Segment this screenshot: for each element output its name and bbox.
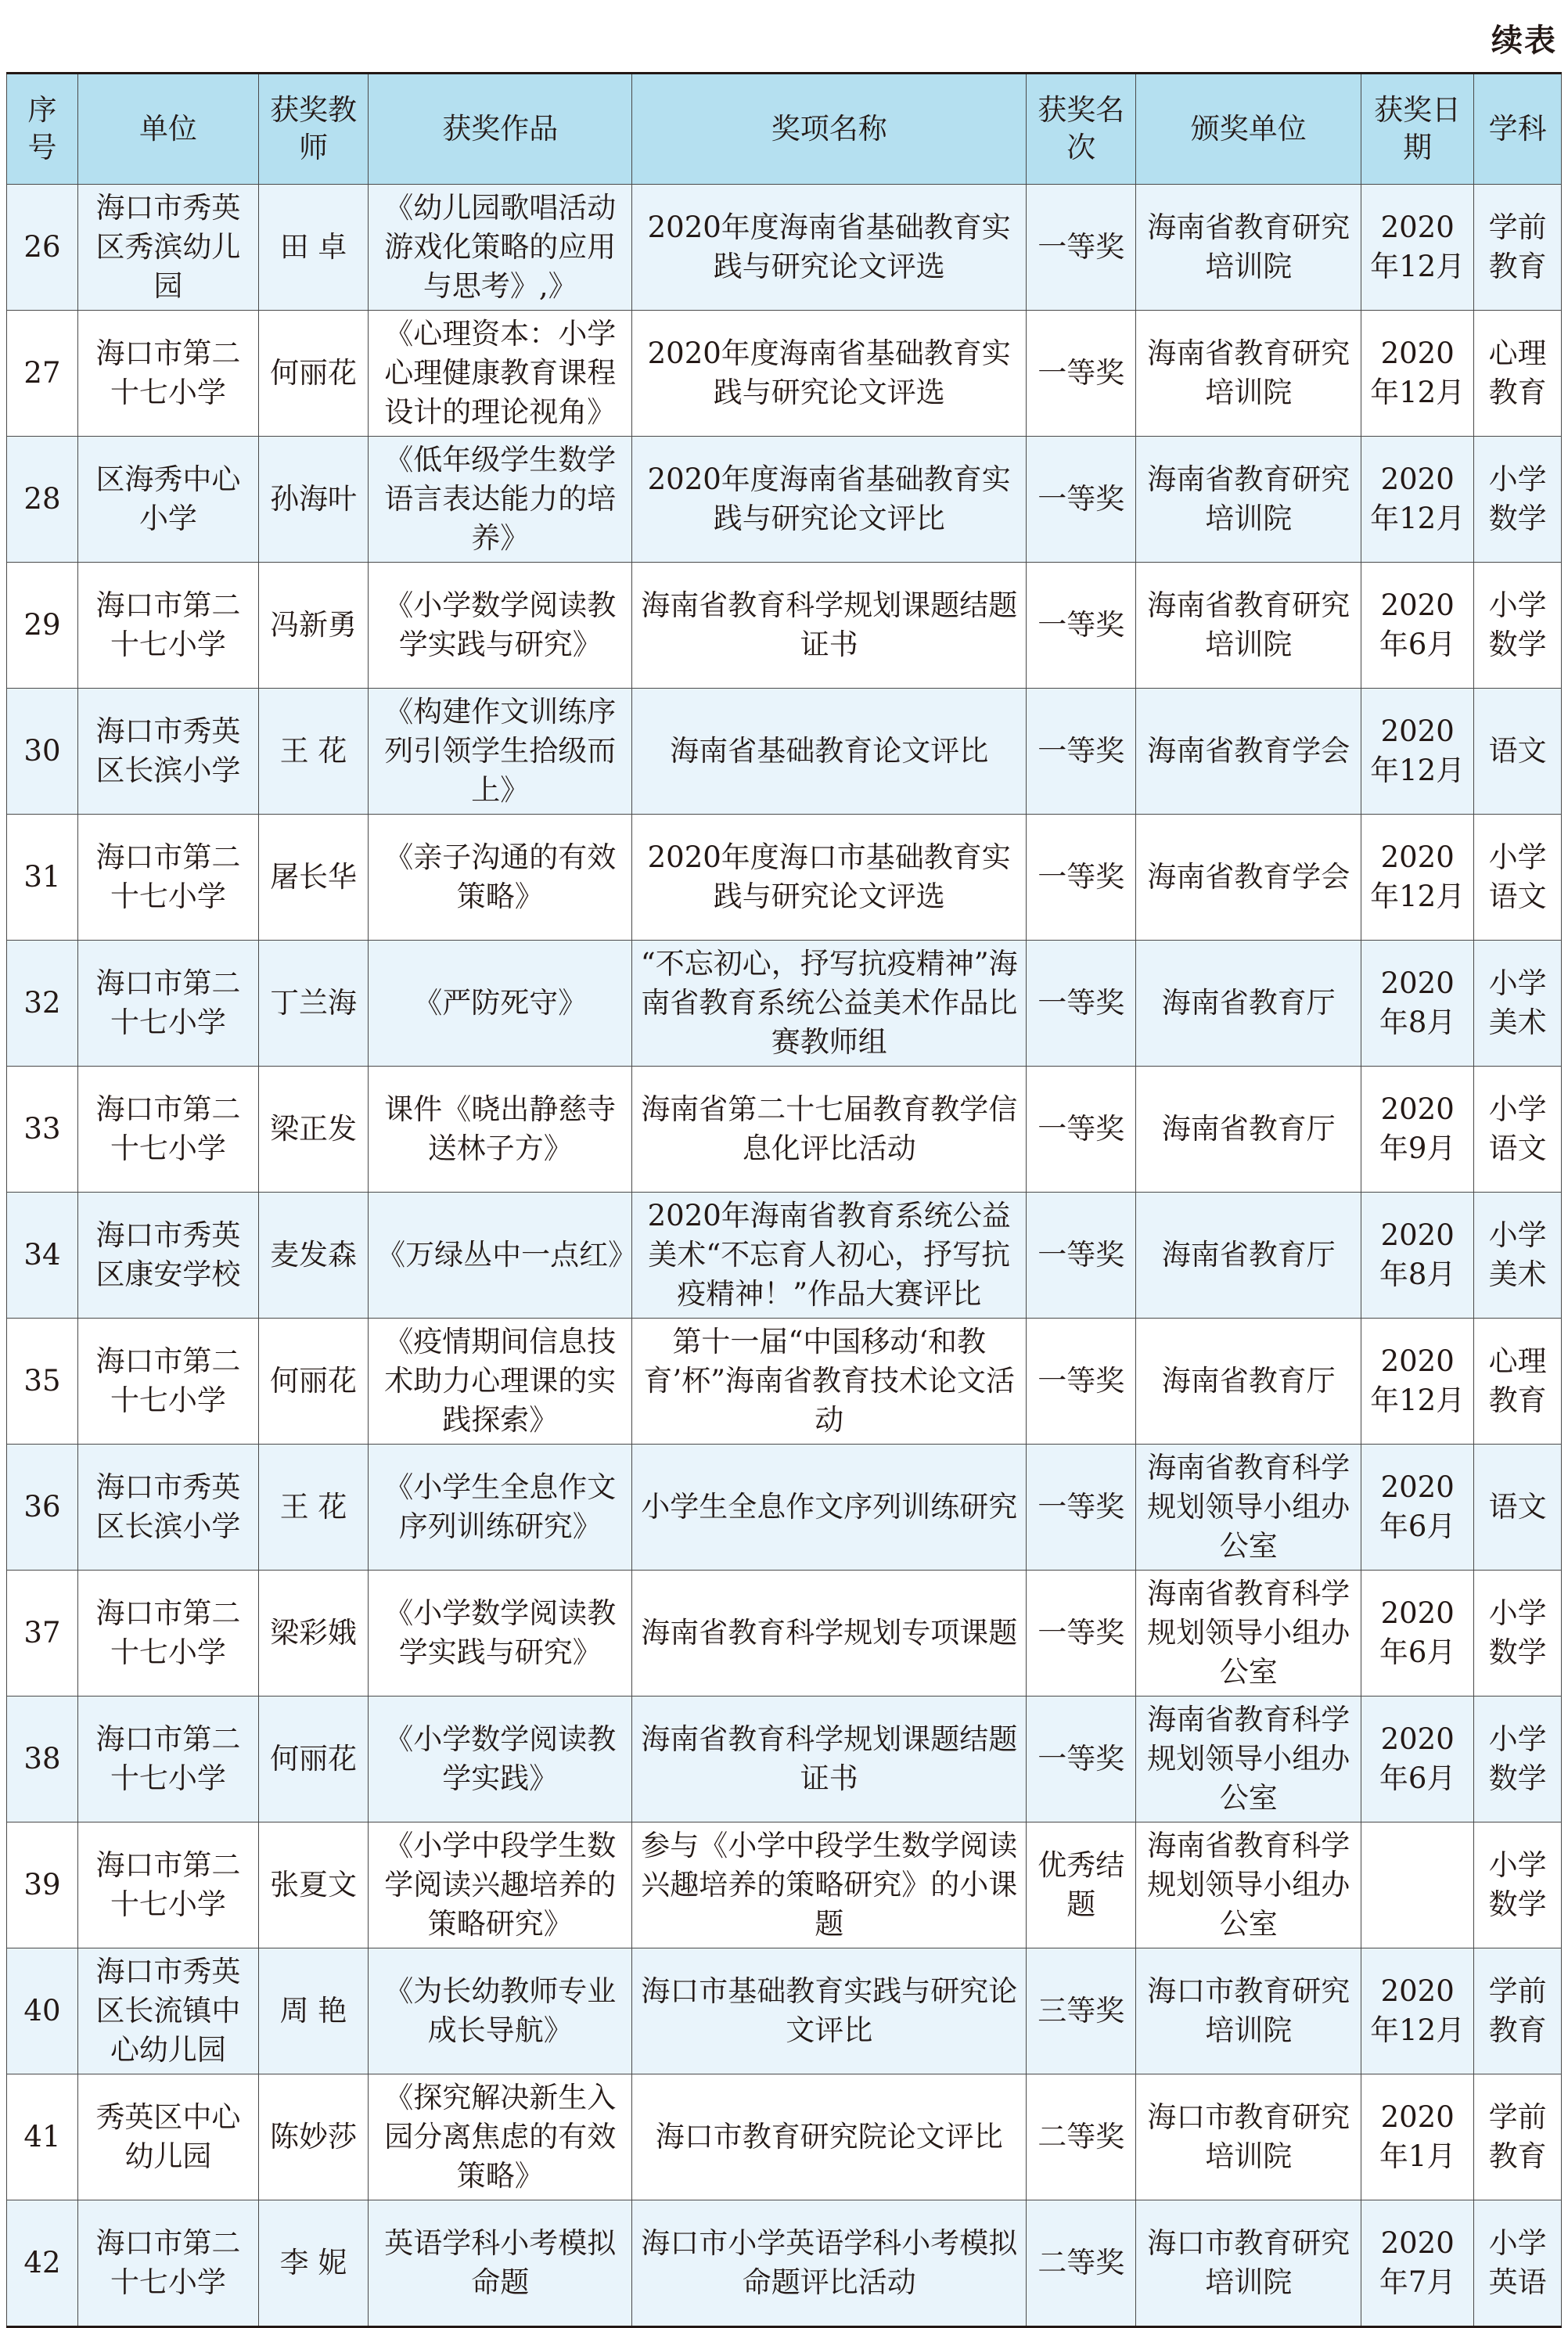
cell-work: 《心理资本：小学心理健康教育课程设计的理论视角》 — [369, 311, 632, 437]
cell-date: 2020年12月 — [1361, 1319, 1474, 1445]
cell-award: 海南省教育科学规划专项课题 — [632, 1571, 1027, 1697]
cell-no: 36 — [7, 1445, 78, 1571]
table-row — [7, 1697, 1562, 1822]
cell-subject: 小学数学 — [1474, 1571, 1562, 1697]
column-header-teacher: 获奖教师 — [258, 74, 368, 185]
cell-teacher: 丁兰海 — [258, 941, 368, 1067]
column-header-unit: 单位 — [77, 74, 258, 185]
cell-no: 30 — [7, 689, 78, 815]
cell-unit: 秀英区中心幼儿园 — [77, 2074, 258, 2200]
cell-subject: 心理教育 — [1474, 311, 1562, 437]
cell-date: 2020年6月 — [1361, 1445, 1474, 1571]
cell-no: 42 — [7, 2200, 78, 2327]
cell-issuer: 海南省教育研究培训院 — [1136, 437, 1361, 563]
cell-subject: 小学英语 — [1474, 2200, 1562, 2327]
cell-award: 海南省基础教育论文评比 — [632, 689, 1027, 815]
cell-rank: 一等奖 — [1027, 1571, 1136, 1697]
cell-unit: 海口市秀英区秀滨幼儿园 — [77, 185, 258, 311]
cell-rank: 一等奖 — [1027, 815, 1136, 941]
cell-teacher: 周 艳 — [258, 1948, 368, 2074]
cell-subject: 语文 — [1474, 689, 1562, 815]
cell-work: 《低年级学生数学语言表达能力的培养》 — [369, 437, 632, 563]
awards-table — [6, 72, 1562, 2328]
cell-work: 《疫情期间信息技术助力心理课的实践探索》 — [369, 1319, 632, 1445]
cell-award: 海南省第二十七届教育教学信息化评比活动 — [632, 1067, 1027, 1193]
cell-no: 34 — [7, 1193, 78, 1319]
cell-teacher: 何丽花 — [258, 1319, 368, 1445]
cell-teacher: 李 妮 — [258, 2200, 368, 2327]
cell-teacher: 田 卓 — [258, 185, 368, 311]
table-row — [7, 1193, 1562, 1319]
cell-award: 海南省教育科学规划课题结题证书 — [632, 1697, 1027, 1822]
cell-work: 《幼儿园歌唱活动游戏化策略的应用与思考》,》 — [369, 185, 632, 311]
cell-subject: 学前教育 — [1474, 185, 1562, 311]
cell-subject: 心理教育 — [1474, 1319, 1562, 1445]
column-header-subject: 学科 — [1474, 74, 1562, 185]
cell-unit: 海口市秀英区长滨小学 — [77, 1445, 258, 1571]
cell-teacher: 梁彩娥 — [258, 1571, 368, 1697]
cell-no: 29 — [7, 563, 78, 689]
cell-rank: 二等奖 — [1027, 2200, 1136, 2327]
column-header-work: 获奖作品 — [369, 74, 632, 185]
cell-teacher: 孙海叶 — [258, 437, 368, 563]
cell-award: 2020年度海南省基础教育实践与研究论文评选 — [632, 311, 1027, 437]
table-body — [7, 185, 1562, 2327]
table-row — [7, 437, 1562, 563]
cell-date: 2020年6月 — [1361, 563, 1474, 689]
column-header-date: 获奖日期 — [1361, 74, 1474, 185]
cell-issuer: 海南省教育研究培训院 — [1136, 563, 1361, 689]
cell-teacher: 王 花 — [258, 1445, 368, 1571]
cell-teacher: 何丽花 — [258, 311, 368, 437]
cell-unit: 海口市第二十七小学 — [77, 563, 258, 689]
cell-teacher: 张夏文 — [258, 1822, 368, 1948]
cell-award: 第十一届“中国移动‘和教育’杯”海南省教育技术论文活动 — [632, 1319, 1027, 1445]
cell-date: 2020年7月 — [1361, 2200, 1474, 2327]
cell-work: 《为长幼教师专业成长导航》 — [369, 1948, 632, 2074]
cell-issuer: 海南省教育科学规划领导小组办公室 — [1136, 1445, 1361, 1571]
cell-work: 课件《晓出静慈寺送林子方》 — [369, 1067, 632, 1193]
column-header-issuer: 颁奖单位 — [1136, 74, 1361, 185]
cell-unit: 海口市秀英区长流镇中心幼儿园 — [77, 1948, 258, 2074]
cell-teacher: 何丽花 — [258, 1697, 368, 1822]
cell-award: 2020年度海口市基础教育实践与研究论文评选 — [632, 815, 1027, 941]
cell-unit: 海口市第二十七小学 — [77, 1697, 258, 1822]
cell-subject: 小学美术 — [1474, 941, 1562, 1067]
cell-no: 27 — [7, 311, 78, 437]
cell-subject: 小学数学 — [1474, 437, 1562, 563]
cell-rank: 一等奖 — [1027, 689, 1136, 815]
table-row — [7, 1822, 1562, 1948]
cell-date: 2020年12月 — [1361, 185, 1474, 311]
cell-date: 2020年12月 — [1361, 311, 1474, 437]
cell-teacher: 梁正发 — [258, 1067, 368, 1193]
cell-issuer: 海口市教育研究培训院 — [1136, 1948, 1361, 2074]
cell-work: 《小学数学阅读教学实践与研究》 — [369, 1571, 632, 1697]
cell-no: 28 — [7, 437, 78, 563]
cell-rank: 二等奖 — [1027, 2074, 1136, 2200]
cell-rank: 一等奖 — [1027, 1445, 1136, 1571]
cell-work: 《小学数学阅读教学实践》 — [369, 1697, 632, 1822]
cell-rank: 一等奖 — [1027, 1067, 1136, 1193]
cell-subject: 小学数学 — [1474, 563, 1562, 689]
table-row — [7, 1948, 1562, 2074]
table-row — [7, 185, 1562, 311]
cell-work: 《严防死守》 — [369, 941, 632, 1067]
cell-date: 2020年6月 — [1361, 1697, 1474, 1822]
cell-subject: 小学美术 — [1474, 1193, 1562, 1319]
cell-no: 33 — [7, 1067, 78, 1193]
table-row — [7, 689, 1562, 815]
cell-no: 26 — [7, 185, 78, 311]
column-header-rank: 获奖名次 — [1027, 74, 1136, 185]
cell-rank: 一等奖 — [1027, 563, 1136, 689]
cell-rank: 一等奖 — [1027, 941, 1136, 1067]
cell-award: 海口市小学英语学科小考模拟命题评比活动 — [632, 2200, 1027, 2327]
cell-subject: 小学数学 — [1474, 1822, 1562, 1948]
cell-unit: 海口市秀英区长滨小学 — [77, 689, 258, 815]
cell-no: 35 — [7, 1319, 78, 1445]
cell-award: 小学生全息作文序列训练研究 — [632, 1445, 1027, 1571]
cell-issuer: 海南省教育研究培训院 — [1136, 311, 1361, 437]
cell-rank: 一等奖 — [1027, 437, 1136, 563]
cell-award: 海口市基础教育实践与研究论文评比 — [632, 1948, 1027, 2074]
cell-award: 2020年度海南省基础教育实践与研究论文评选 — [632, 185, 1027, 311]
table-row — [7, 563, 1562, 689]
table-row — [7, 311, 1562, 437]
table-row — [7, 1319, 1562, 1445]
cell-rank: 一等奖 — [1027, 1319, 1136, 1445]
cell-issuer: 海南省教育厅 — [1136, 1319, 1361, 1445]
cell-unit: 海口市秀英区康安学校 — [77, 1193, 258, 1319]
cell-subject: 小学语文 — [1474, 815, 1562, 941]
cell-work: 《构建作文训练序列引领学生拾级而上》 — [369, 689, 632, 815]
cell-unit: 海口市第二十七小学 — [77, 311, 258, 437]
cell-no: 39 — [7, 1822, 78, 1948]
cell-work: 《亲子沟通的有效策略》 — [369, 815, 632, 941]
cell-award: 海口市教育研究院论文评比 — [632, 2074, 1027, 2200]
cell-work: 《小学数学阅读教学实践与研究》 — [369, 563, 632, 689]
cell-subject: 小学语文 — [1474, 1067, 1562, 1193]
cell-issuer: 海口市教育研究培训院 — [1136, 2074, 1361, 2200]
cell-teacher: 陈妙莎 — [258, 2074, 368, 2200]
table-row — [7, 941, 1562, 1067]
table-row — [7, 1067, 1562, 1193]
table-row — [7, 1445, 1562, 1571]
cell-date: 2020年6月 — [1361, 1571, 1474, 1697]
cell-issuer: 海南省教育科学规划领导小组办公室 — [1136, 1697, 1361, 1822]
cell-award: 2020年度海南省基础教育实践与研究论文评比 — [632, 437, 1027, 563]
cell-issuer: 海南省教育学会 — [1136, 815, 1361, 941]
cell-issuer: 海南省教育学会 — [1136, 689, 1361, 815]
header-row — [7, 74, 1562, 185]
cell-no: 32 — [7, 941, 78, 1067]
cell-issuer: 海南省教育厅 — [1136, 1193, 1361, 1319]
cell-rank: 一等奖 — [1027, 185, 1136, 311]
continued-label: 续表 — [1491, 23, 1557, 59]
cell-subject: 学前教育 — [1474, 2074, 1562, 2200]
cell-issuer: 海南省教育科学规划领导小组办公室 — [1136, 1822, 1361, 1948]
cell-rank: 一等奖 — [1027, 1697, 1136, 1822]
table-row — [7, 2200, 1562, 2327]
cell-date: 2020年8月 — [1361, 1193, 1474, 1319]
cell-work: 《万绿丛中一点红》 — [369, 1193, 632, 1319]
cell-subject: 语文 — [1474, 1445, 1562, 1571]
cell-no: 38 — [7, 1697, 78, 1822]
cell-date: 2020年9月 — [1361, 1067, 1474, 1193]
cell-subject: 学前教育 — [1474, 1948, 1562, 2074]
cell-teacher: 冯新勇 — [258, 563, 368, 689]
column-header-seq: 序号 — [7, 74, 78, 185]
cell-teacher: 屠长华 — [258, 815, 368, 941]
cell-issuer: 海南省教育科学规划领导小组办公室 — [1136, 1571, 1361, 1697]
cell-unit: 海口市第二十七小学 — [77, 815, 258, 941]
cell-unit: 海口市第二十七小学 — [77, 1067, 258, 1193]
cell-work: 《探究解决新生入园分离焦虑的有效策略》 — [369, 2074, 632, 2200]
cell-no: 41 — [7, 2074, 78, 2200]
cell-issuer: 海口市教育研究培训院 — [1136, 2200, 1361, 2327]
cell-rank: 优秀结题 — [1027, 1822, 1136, 1948]
cell-date: 2020年1月 — [1361, 2074, 1474, 2200]
cell-teacher: 麦发森 — [258, 1193, 368, 1319]
cell-rank: 一等奖 — [1027, 311, 1136, 437]
cell-unit: 海口市第二十七小学 — [77, 2200, 258, 2327]
cell-work: 《小学中段学生数学阅读兴趣培养的策略研究》 — [369, 1822, 632, 1948]
cell-date: 2020年12月 — [1361, 1948, 1474, 2074]
cell-no: 31 — [7, 815, 78, 941]
cell-teacher: 王 花 — [258, 689, 368, 815]
cell-rank: 一等奖 — [1027, 1193, 1136, 1319]
cell-subject: 小学数学 — [1474, 1697, 1562, 1822]
cell-work: 《小学生全息作文序列训练研究》 — [369, 1445, 632, 1571]
cell-no: 37 — [7, 1571, 78, 1697]
cell-award: 参与《小学中段学生数学阅读兴趣培养的策略研究》的小课题 — [632, 1822, 1027, 1948]
cell-award: 海南省教育科学规划课题结题证书 — [632, 563, 1027, 689]
table-row — [7, 1571, 1562, 1697]
cell-date: 2020年12月 — [1361, 689, 1474, 815]
cell-date — [1361, 1822, 1474, 1948]
cell-unit: 海口市第二十七小学 — [77, 1319, 258, 1445]
cell-unit: 海口市第二十七小学 — [77, 1822, 258, 1948]
cell-date: 2020年12月 — [1361, 437, 1474, 563]
cell-date: 2020年8月 — [1361, 941, 1474, 1067]
cell-unit: 区海秀中心小学 — [77, 437, 258, 563]
cell-award: “不忘初心，抒写抗疫精神”海南省教育系统公益美术作品比赛教师组 — [632, 941, 1027, 1067]
table-row — [7, 2074, 1562, 2200]
cell-rank: 三等奖 — [1027, 1948, 1136, 2074]
column-header-award: 奖项名称 — [632, 74, 1027, 185]
table-row — [7, 815, 1562, 941]
cell-issuer: 海南省教育厅 — [1136, 941, 1361, 1067]
cell-unit: 海口市第二十七小学 — [77, 1571, 258, 1697]
cell-issuer: 海南省教育研究培训院 — [1136, 185, 1361, 311]
cell-date: 2020年12月 — [1361, 815, 1474, 941]
cell-unit: 海口市第二十七小学 — [77, 941, 258, 1067]
cell-work: 英语学科小考模拟命题 — [369, 2200, 632, 2327]
cell-award: 2020年海南省教育系统公益美术“不忘育人初心，抒写抗疫精神！”作品大赛评比 — [632, 1193, 1027, 1319]
cell-no: 40 — [7, 1948, 78, 2074]
cell-issuer: 海南省教育厅 — [1136, 1067, 1361, 1193]
